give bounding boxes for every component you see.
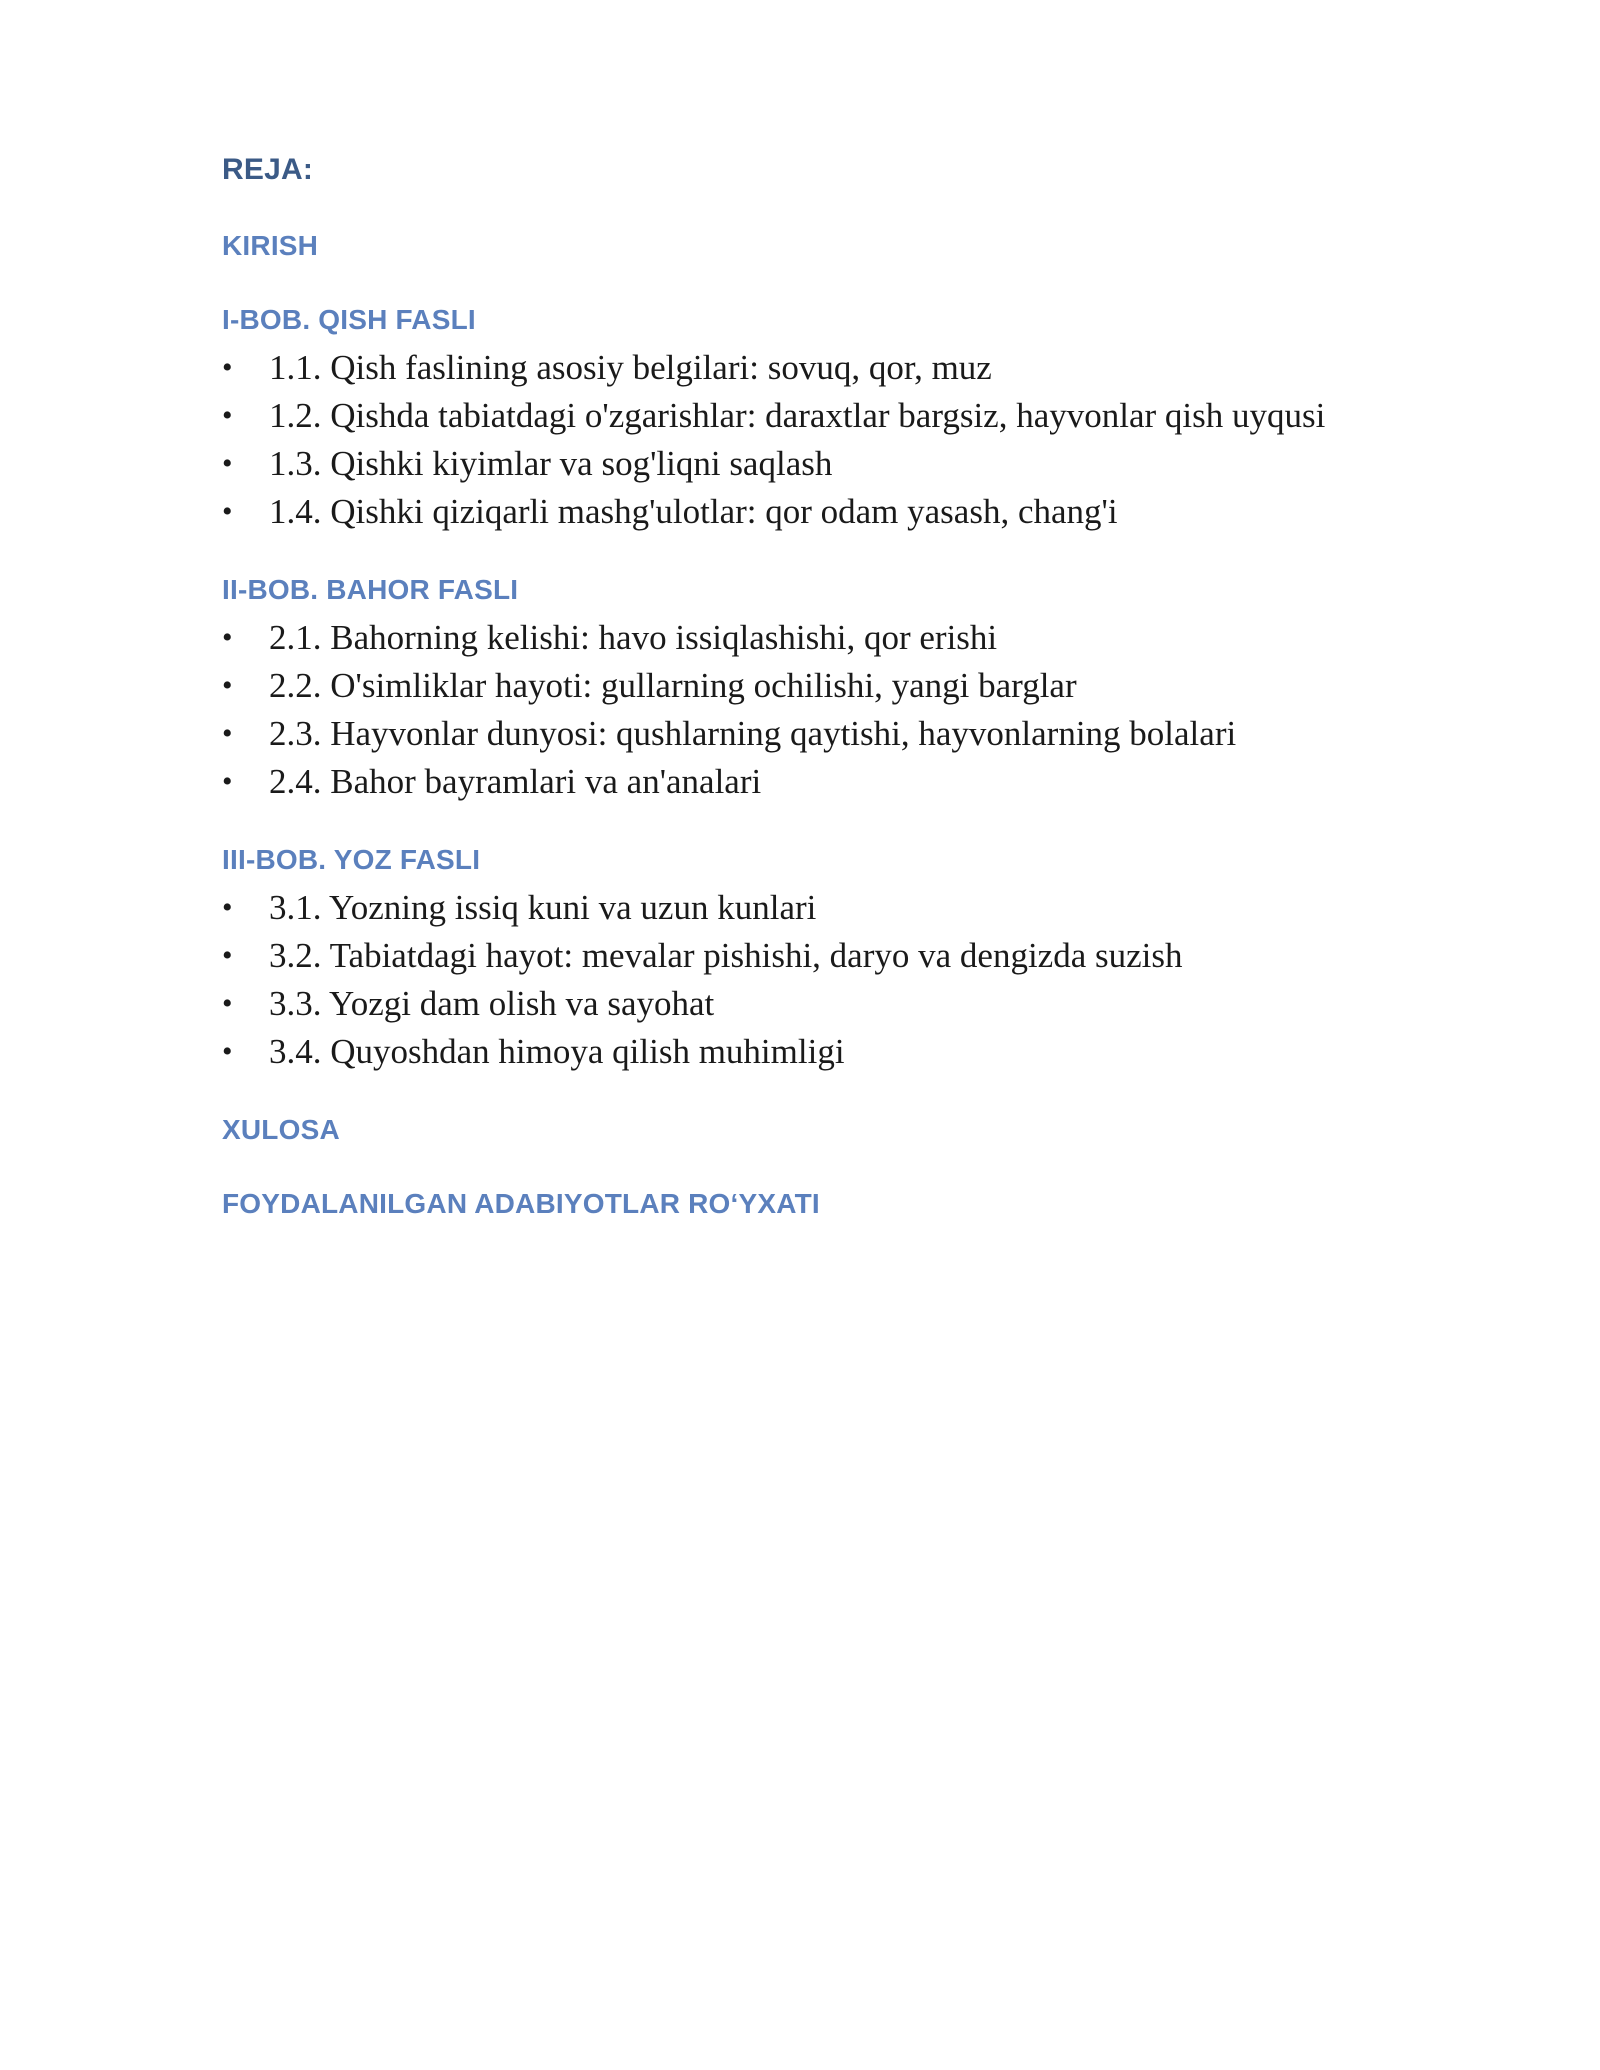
- list-item-text: 2.2. O'simliklar hayoti: gullarning ochilishi, yangi barglar: [269, 666, 1077, 705]
- list-item-text: 1.4. Qishki qiziqarli mashg'ulotlar: qor odam yasash, chang'i: [269, 492, 1118, 531]
- intro-heading: KIRISH: [222, 230, 319, 261]
- document-content: [222, 150, 1422, 1224]
- list-item-text: 2.3. Hayvonlar dunyosi: qushlarning qaytishi, hayvonlarning bolalari: [269, 714, 1237, 753]
- list-item: [222, 884, 1422, 932]
- chapter-heading: I-BOB. QISH FASLI: [222, 304, 476, 335]
- list-item-text: 1.1. Qish faslining asosiy belgilari: sovuq, qor, muz: [269, 348, 992, 387]
- list-item: [222, 758, 1422, 806]
- chapter-3: [222, 840, 1422, 1076]
- list-item: [222, 1028, 1422, 1076]
- list-item: [222, 440, 1422, 488]
- list-item: [222, 662, 1422, 710]
- bullet-icon: •: [222, 621, 233, 654]
- bullet-icon: •: [222, 765, 233, 798]
- bullet-icon: •: [222, 351, 233, 384]
- list-item-text: 3.1. Yozning issiq kuni va uzun kunlari: [269, 888, 817, 927]
- list-item-text: 3.2. Tabiatdagi hayot: mevalar pishishi, daryo va dengizda suzish: [269, 936, 1183, 975]
- list-item: [222, 980, 1422, 1028]
- bullet-icon: •: [222, 447, 233, 480]
- bullet-icon: •: [222, 891, 233, 924]
- chapter-2: [222, 570, 1422, 806]
- bullet-icon: •: [222, 717, 233, 750]
- bullet-icon: •: [222, 399, 233, 432]
- list-item: [222, 488, 1422, 536]
- conclusion-heading: XULOSA: [222, 1114, 340, 1145]
- list-item-text: 3.3. Yozgi dam olish va sayohat: [269, 984, 715, 1023]
- chapter-item-list: [222, 884, 1422, 1076]
- list-item-text: 1.3. Qishki kiyimlar va sog'liqni saqlash: [269, 444, 833, 483]
- chapter-1: [222, 300, 1422, 536]
- list-item: [222, 932, 1422, 980]
- list-item: [222, 710, 1422, 758]
- document-title: REJA:: [222, 153, 314, 186]
- references-heading: FOYDALANILGAN ADABIYOTLAR RO‘YXATI: [222, 1188, 820, 1219]
- chapter-heading: III-BOB. YOZ FASLI: [222, 844, 481, 875]
- list-item: [222, 392, 1422, 440]
- list-item-text: 1.2. Qishda tabiatdagi o'zgarishlar: daraxtlar bargsiz, hayvonlar qish uyqusi: [269, 396, 1326, 435]
- list-item-text: 2.4. Bahor bayramlari va an'analari: [269, 762, 762, 801]
- list-item: [222, 614, 1422, 662]
- bullet-icon: •: [222, 495, 233, 528]
- chapter-heading: II-BOB. BAHOR FASLI: [222, 574, 519, 605]
- list-item: [222, 344, 1422, 392]
- bullet-icon: •: [222, 939, 233, 972]
- bullet-icon: •: [222, 987, 233, 1020]
- chapter-item-list: [222, 344, 1422, 536]
- list-item-text: 2.1. Bahorning kelishi: havo issiqlashishi, qor erishi: [269, 618, 998, 657]
- bullet-icon: •: [222, 669, 233, 702]
- chapter-item-list: [222, 614, 1422, 806]
- bullet-icon: •: [222, 1035, 233, 1068]
- list-item-text: 3.4. Quyoshdan himoya qilish muhimligi: [269, 1032, 845, 1071]
